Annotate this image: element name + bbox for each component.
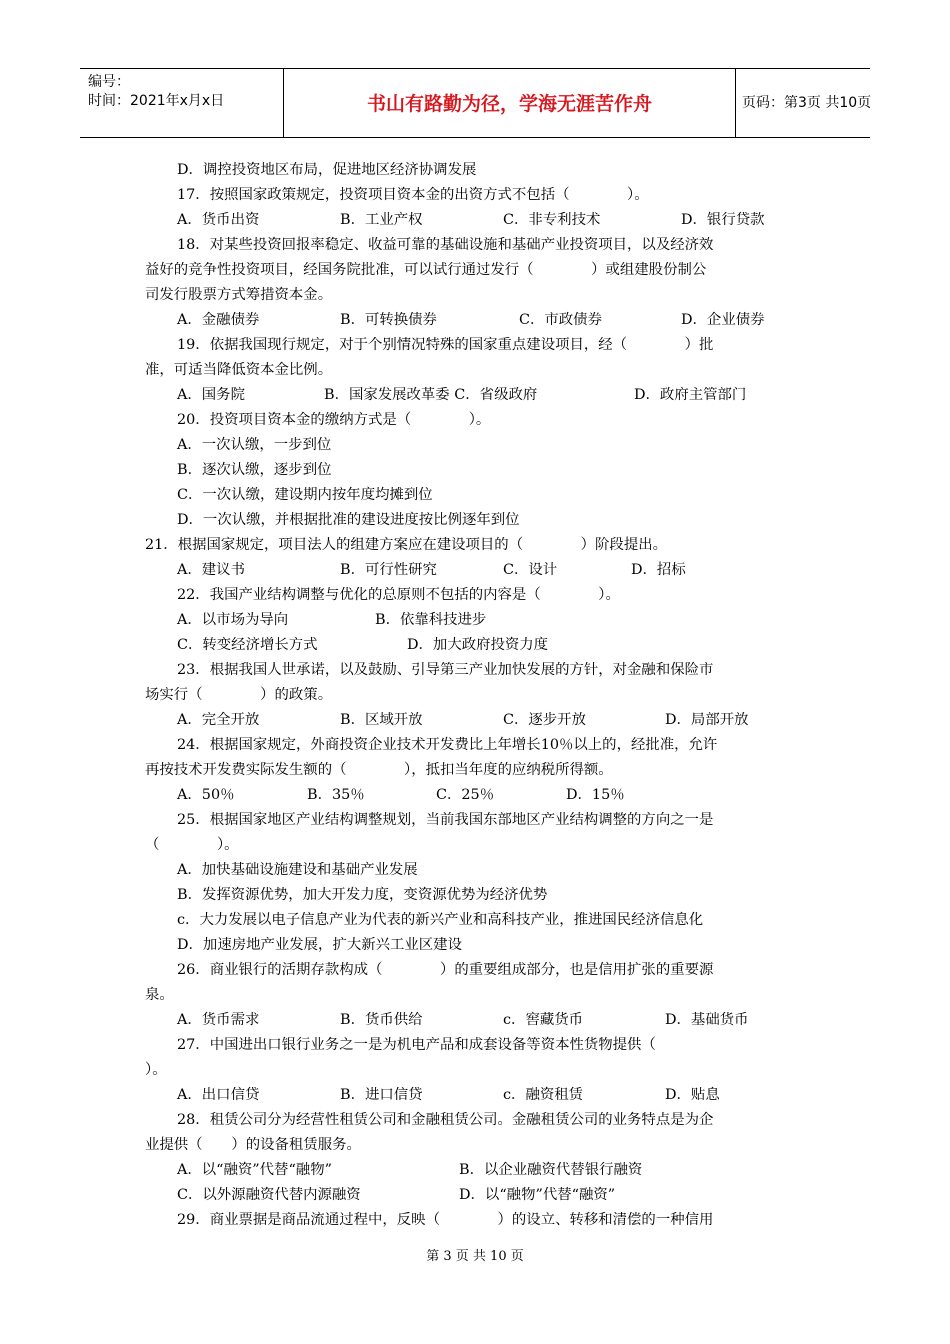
option-b-c: B．国家发展改革委 C．省级政府 bbox=[324, 387, 538, 403]
option-c: C．转变经济增长方式 bbox=[177, 637, 318, 653]
text-line: ）。 bbox=[145, 1062, 167, 1078]
text-line: 准，可适当降低资本金比例。 bbox=[145, 362, 333, 378]
option-d: D．贴息 bbox=[665, 1087, 720, 1103]
option-c: C．逐步开放 bbox=[503, 712, 586, 728]
option-a: A．一次认缴，一步到位 bbox=[177, 437, 332, 453]
option-d: D．招标 bbox=[631, 562, 686, 578]
option-d: D．加大政府投资力度 bbox=[407, 637, 549, 653]
option-d: D．政府主管部门 bbox=[634, 387, 747, 403]
option-d: D．15％ bbox=[566, 787, 625, 803]
option-a: A．以市场为导向 bbox=[177, 612, 289, 628]
option-c: C．市政债券 bbox=[519, 312, 602, 328]
option-d: D．企业债券 bbox=[681, 312, 765, 328]
text-line: D．调控投资地区布局，促进地区经济协调发展 bbox=[177, 162, 477, 178]
serial-number-label: 编号： bbox=[88, 74, 130, 90]
option-a: A．出口信贷 bbox=[177, 1087, 260, 1103]
text-line: 司发行股票方式筹措资本金。 bbox=[145, 287, 333, 303]
question-24: 24．根据国家规定，外商投资企业技术开发费比上年增长10％以上的，经批准，允许 bbox=[177, 737, 718, 753]
option-c: C．设计 bbox=[503, 562, 558, 578]
question-19: 19．依据我国现行规定，对于个别情况特殊的国家重点建设项目，经（ ）批 bbox=[177, 337, 714, 353]
question-25: 25．根据国家地区产业结构调整规划，当前我国东部地区产业结构调整的方向之一是 bbox=[177, 812, 714, 828]
option-b: B．可行性研究 bbox=[340, 562, 437, 578]
question-23: 23．根据我国人世承诺，以及鼓励、引导第三产业加快发展的方针，对金融和保险市 bbox=[177, 662, 714, 678]
option-c: c．窖藏货币 bbox=[503, 1012, 584, 1028]
option-b: B．以企业融资代替银行融资 bbox=[459, 1162, 643, 1178]
option-a: A．国务院 bbox=[177, 387, 245, 403]
option-b: B．逐次认缴，逐步到位 bbox=[177, 462, 332, 478]
question-18: 18．对某些投资回报率稳定、收益可靠的基础设施和基础产业投资项目，以及经济效 bbox=[177, 237, 714, 253]
option-b: B．进口信贷 bbox=[340, 1087, 423, 1103]
option-d: D．一次认缴，并根据批准的建设进度按比例逐年到位 bbox=[177, 512, 520, 528]
option-d: D．以“融物”代替“融资” bbox=[459, 1187, 616, 1203]
text-line: 场实行（ ）的政策。 bbox=[145, 687, 333, 703]
question-27: 27．中国进出口银行业务之一是为机电产品和成套设备等资本性货物提供（ bbox=[177, 1037, 656, 1053]
question-17: 17．按照国家政策规定，投资项目资本金的出资方式不包括（ ）。 bbox=[177, 187, 649, 203]
date-label: 时间：2021年x月x日 bbox=[88, 93, 225, 109]
question-21: 21．根据国家规定，项目法人的组建方案应在建设项目的（ ）阶段提出。 bbox=[145, 537, 667, 553]
page-indicator: 页码：第3页 共10页 bbox=[742, 95, 872, 111]
option-c: c．大力发展以电子信息产业为代表的新兴产业和高科技产业，推进国民经济信息化 bbox=[177, 912, 704, 928]
option-a: A．货币出资 bbox=[177, 212, 260, 228]
option-a: A．建议书 bbox=[177, 562, 245, 578]
option-c: c．融资租赁 bbox=[503, 1087, 584, 1103]
question-28: 28．租赁公司分为经营性租赁公司和金融租赁公司。金融租赁公司的业务特点是为企 bbox=[177, 1112, 714, 1128]
option-c: C．一次认缴，建设期内按年度均摊到位 bbox=[177, 487, 433, 503]
option-b: B．发挥资源优势，加大开发力度，变资源优势为经济优势 bbox=[177, 887, 548, 903]
question-22: 22．我国产业结构调整与优化的总原则不包括的内容是（ ）。 bbox=[177, 587, 620, 603]
option-b: B．区域开放 bbox=[340, 712, 423, 728]
option-c: C．25％ bbox=[436, 787, 495, 803]
option-b: B．35％ bbox=[307, 787, 365, 803]
option-a: A．50％ bbox=[177, 787, 235, 803]
option-a: A．货币需求 bbox=[177, 1012, 260, 1028]
option-d: D．局部开放 bbox=[665, 712, 749, 728]
question-20: 20．投资项目资本金的缴纳方式是（ ）。 bbox=[177, 412, 491, 428]
option-d: D．加速房地产业发展，扩大新兴工业区建设 bbox=[177, 937, 462, 953]
option-a: A．金融债券 bbox=[177, 312, 260, 328]
option-b: B．可转换债券 bbox=[340, 312, 437, 328]
option-b: B．工业产权 bbox=[340, 212, 423, 228]
page-footer: 第 3 页 共 10 页 bbox=[426, 1249, 524, 1264]
text-line: （ ）。 bbox=[145, 837, 239, 853]
option-a: A．完全开放 bbox=[177, 712, 260, 728]
option-d: D．基础货币 bbox=[665, 1012, 749, 1028]
text-line: 泉。 bbox=[145, 987, 174, 1003]
option-a: A．以“融资”代替“融物” bbox=[177, 1162, 332, 1178]
text-line: 再按技术开发费实际发生额的（ ），抵扣当年度的应纳税所得额。 bbox=[145, 762, 613, 778]
question-26: 26．商业银行的活期存款构成（ ）的重要组成部分，也是信用扩张的重要源 bbox=[177, 962, 714, 978]
question-29: 29．商业票据是商品流通过程中，反映（ ）的设立、转移和清偿的一种信用 bbox=[177, 1212, 714, 1228]
option-a: A．加快基础设施建设和基础产业发展 bbox=[177, 862, 418, 878]
option-b: B．依靠科技进步 bbox=[375, 612, 487, 628]
motto: 书山有路勤为径，学海无涯苦作舟 bbox=[366, 93, 652, 115]
option-c: C．以外源融资代替内源融资 bbox=[177, 1187, 361, 1203]
text-line: 益好的竞争性投资项目，经国务院批准，可以试行通过发行（ ）或组建股份制公 bbox=[145, 262, 707, 278]
option-d: D．银行贷款 bbox=[681, 212, 765, 228]
option-c: C．非专利技术 bbox=[503, 212, 601, 228]
text-line: 业提供（ ）的设备租赁服务。 bbox=[145, 1137, 361, 1153]
option-b: B．货币供给 bbox=[340, 1012, 423, 1028]
